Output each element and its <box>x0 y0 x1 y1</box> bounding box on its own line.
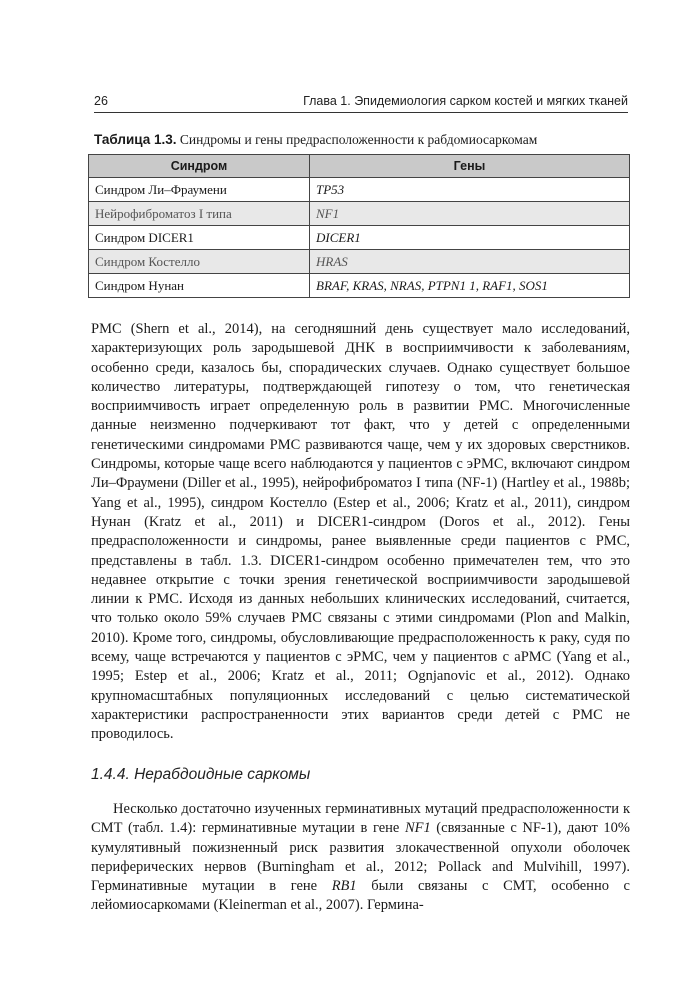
page-number: 26 <box>94 94 108 108</box>
column-header-syndrome: Синдром <box>89 155 310 178</box>
running-header <box>94 94 628 108</box>
table-caption <box>94 132 634 148</box>
table-header-row <box>89 155 630 178</box>
syndrome-cell: Синдром DICER1 <box>89 226 310 250</box>
syndrome-cell: Синдром Нунан <box>89 274 310 298</box>
body-paragraph-nonrhabdoid <box>91 800 630 916</box>
table-row <box>89 274 630 298</box>
genes-cell: HRAS <box>310 250 630 274</box>
paragraph-text: (связанные с NF-1), дают 10% кумулятивный пожизненный риск развития злокачественной опухоли оболочек периферических нервов (Burningham et al., 2012; Pollack and Mulvihill, 1997). Герминативные мутации в гене <box>91 820 630 895</box>
table-row <box>89 226 630 250</box>
genes-cell: BRAF, KRAS, NRAS, PTPN1 1, RAF1, SOS1 <box>310 274 630 298</box>
table-row <box>89 178 630 202</box>
paragraph-text: были связаны с СМТ, особенно с лейомиосаркомами (Kleinerman et al., 2007). Гермина- <box>91 878 630 914</box>
column-header-genes: Гены <box>310 155 630 178</box>
paragraph-text: Несколько достаточно изученных герминативных мутаций предрасположенности к СМТ (табл. 1.4): герминативные мутации в гене <box>91 801 630 837</box>
gene-name: RB1 <box>331 878 357 895</box>
syndrome-cell: Синдром Ли–Фраумени <box>89 178 310 202</box>
genes-cell: NF1 <box>310 202 630 226</box>
table-caption-text: Синдромы и гены предрасположенности к рабдомиосаркомам <box>176 132 538 147</box>
body-paragraph-rms: РМС (Shern et al., 2014), на сегодняшний день существует мало исследований, характеризующих роль зародышевой ДНК в восприимчивости к заболеваниям, особенно среди, казалось бы, спорадических случаев. Однако существует большое количество литературы, подтверждающей гипотезу о том, что генетическая восприимчивость играет определенную роль в развитии РМС. Многочисленные данные неизменно подчеркивают тот факт, что у детей с определенными генетическими синдромами РМС развиваются чаще, чем у их здоровых сверстников. Синдромы, которые чаще всего наблюдаются у пациентов с эРМС, включают синдром Ли–Фраумени (Diller et al., 1995), нейрофиброматоз I типа (NF-1) (Hartley et al., 1988b; Yang et al., 1995), синдром Костелло (Estep et al., 2006; Kratz et al., 2011), синдром Нунан (Kratz et al., 2011) и DICER1-синдром (Doros et al., 2012). Гены предрасположенности и синдромы, ранее выявленные среди пациентов с РМС, представлены в табл. 1.3. DICER1-синдром особенно примечателен тем, что это недавнее открытие с точки зрения генетической восприимчивости зародышевой линии к РМС. Исходя из данных небольших клинических исследований, считается, что только около 59% случаев РМС связаны с этими синдромами (Plon and Malkin, 2010). Кроме того, синдромы, обусловливающие предрасположенность к раку, судя по всему, чаще встречаются у пациентов с эРМС, чем у пациентов с аРМС (Yang et al., 1995; Estep et al., 2006; Kratz et al., 2011; Ognjanovic et al., 2012). Однако крупномасштабных популяционных исследований с целью систематической характеристики распространенности этих вариантов среди детей с РМС не проводилось. <box>91 321 630 743</box>
genes-cell: DICER1 <box>310 226 630 250</box>
syndromes-genes-table <box>88 154 630 298</box>
section-heading: 1.4.4. Нерабдоидные саркомы <box>91 766 311 783</box>
syndrome-cell: Синдром Костелло <box>89 250 310 274</box>
genes-cell: TP53 <box>310 178 630 202</box>
table-caption-label: Таблица 1.3. <box>94 132 177 147</box>
chapter-title: Глава 1. Эпидемиология сарком костей и мягких тканей <box>303 94 628 108</box>
header-divider <box>94 112 628 113</box>
gene-name: NF1 <box>404 820 431 837</box>
table-row <box>89 250 630 274</box>
table-row <box>89 202 630 226</box>
syndrome-cell: Нейрофиброматоз I типа <box>89 202 310 226</box>
